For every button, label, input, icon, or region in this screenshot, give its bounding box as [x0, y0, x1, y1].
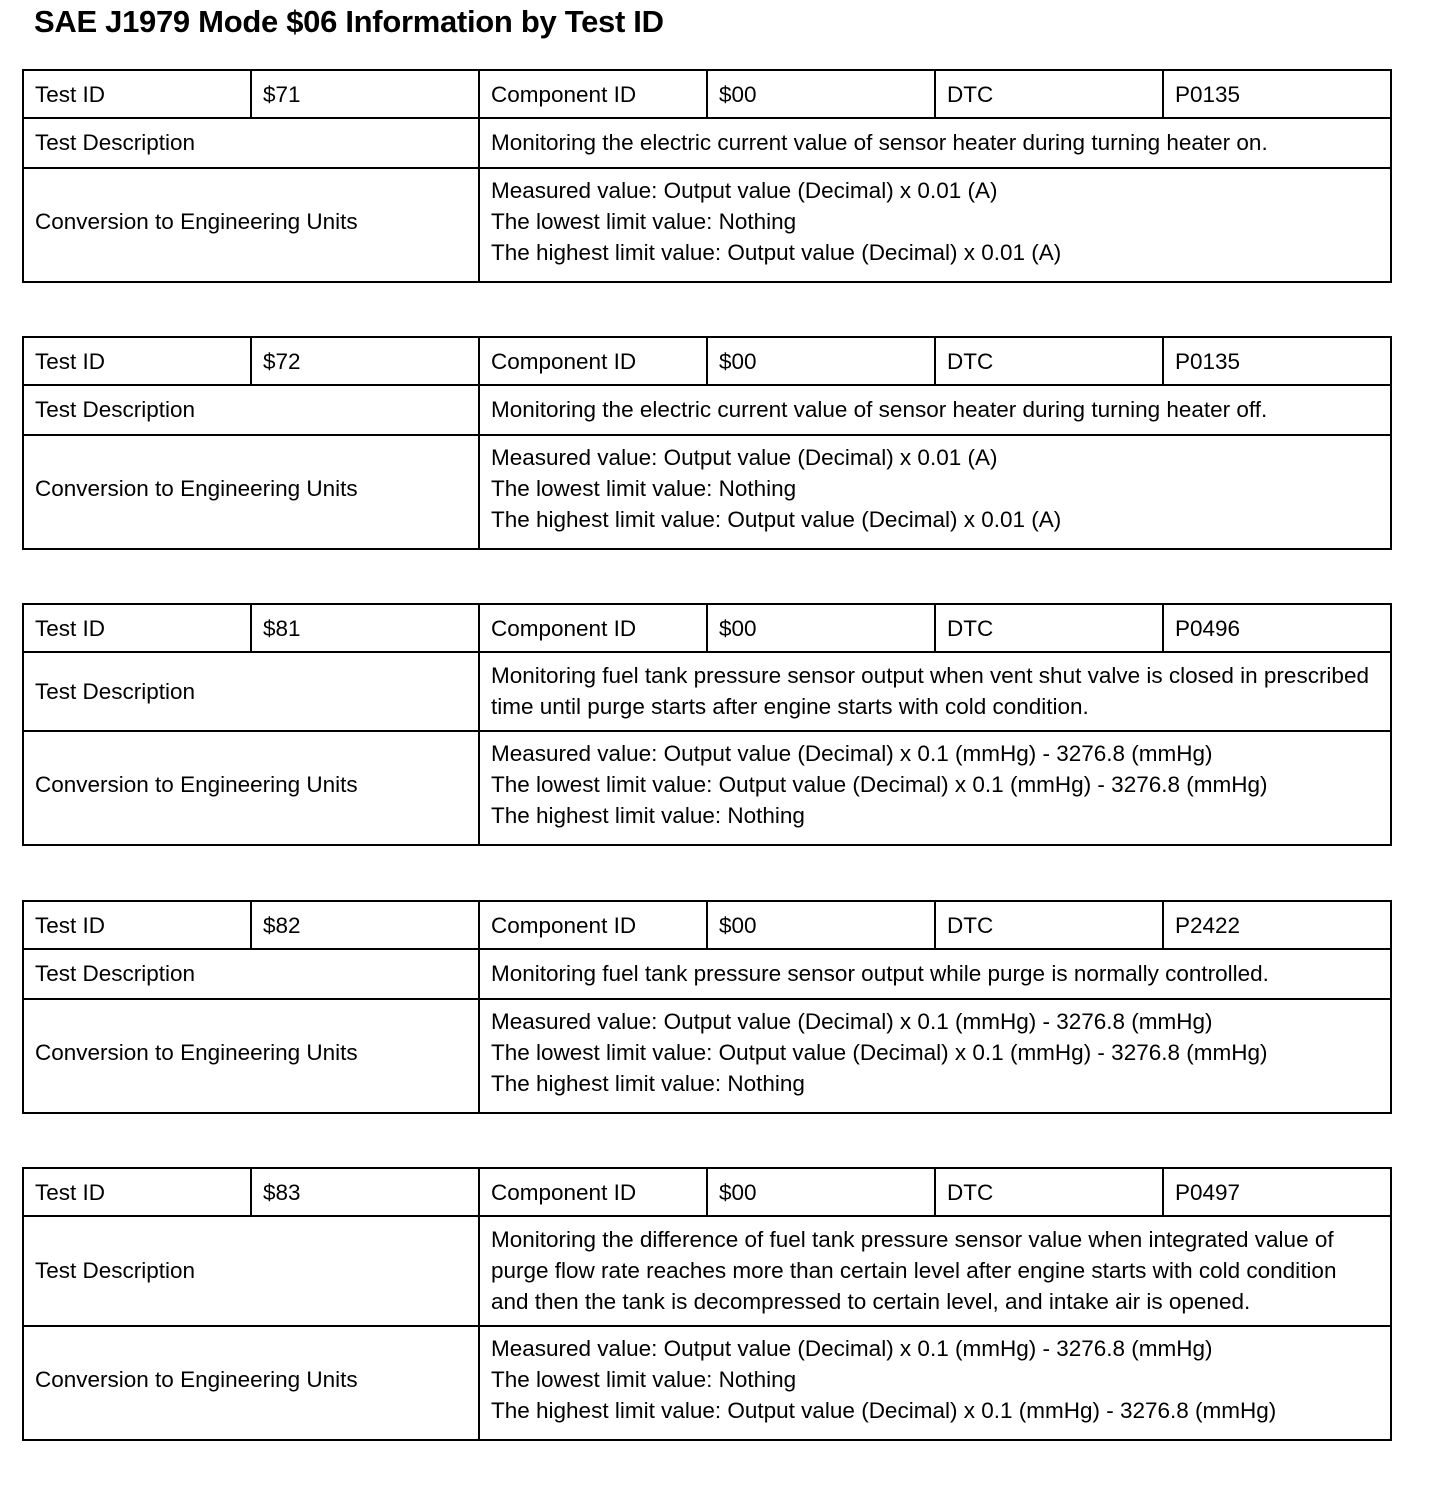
dtc-value: P2422 [1163, 901, 1391, 949]
page-title: SAE J1979 Mode $06 Information by Test ID [34, 4, 664, 39]
conversion-label: Conversion to Engineering Units [23, 168, 479, 282]
test-id-label: Test ID [23, 1168, 251, 1216]
component-id-label: Component ID [479, 901, 707, 949]
conversion-label: Conversion to Engineering Units [23, 999, 479, 1113]
test-id-label: Test ID [23, 604, 251, 652]
conversion-value [479, 435, 1391, 549]
test-id-label: Test ID [23, 901, 251, 949]
test-table-82 [22, 900, 1392, 1114]
dtc-value: P0497 [1163, 1168, 1391, 1216]
test-description-value: Monitoring fuel tank pressure sensor output while purge is normally controlled. [479, 949, 1391, 999]
test-description-value: Monitoring the electric current value of sensor heater during turning heater on. [479, 118, 1391, 168]
dtc-label: DTC [935, 1168, 1163, 1216]
test-id-value: $72 [251, 337, 479, 385]
test-id-value: $71 [251, 70, 479, 118]
test-description-row [23, 385, 1391, 435]
component-id-value: $00 [707, 337, 935, 385]
test-table-71 [22, 69, 1392, 283]
conversion-label: Conversion to Engineering Units [23, 731, 479, 845]
test-id-label: Test ID [23, 70, 251, 118]
test-description-label: Test Description [23, 949, 479, 999]
test-description-row [23, 652, 1391, 731]
test-description-value: Monitoring the difference of fuel tank pressure sensor value when integrated value of purge flow rate reaches more than certain level after engine starts with cold condition and then the tank is decompressed to certain level, and intake air is opened. [479, 1216, 1391, 1326]
test-description-row [23, 118, 1391, 168]
test-id-value: $83 [251, 1168, 479, 1216]
measured-value-line: Measured value: Output value (Decimal) x 0.1 (mmHg) - 3276.8 (mmHg) [491, 1336, 1213, 1361]
test-header-row [23, 337, 1391, 385]
lowest-limit-line: The lowest limit value: Nothing [491, 209, 797, 234]
conversion-label: Conversion to Engineering Units [23, 1326, 479, 1440]
measured-value-line: Measured value: Output value (Decimal) x 0.1 (mmHg) - 3276.8 (mmHg) [491, 741, 1213, 766]
component-id-value: $00 [707, 70, 935, 118]
conversion-value [479, 731, 1391, 845]
test-table-81 [22, 603, 1392, 846]
conversion-label: Conversion to Engineering Units [23, 435, 479, 549]
test-table-83 [22, 1167, 1392, 1441]
test-description-value: Monitoring the electric current value of sensor heater during turning heater off. [479, 385, 1391, 435]
dtc-label: DTC [935, 604, 1163, 652]
test-header-row [23, 1168, 1391, 1216]
test-description-label: Test Description [23, 652, 479, 731]
conversion-row [23, 168, 1391, 282]
dtc-label: DTC [935, 337, 1163, 385]
test-description-row [23, 1216, 1391, 1326]
dtc-value: P0496 [1163, 604, 1391, 652]
lowest-limit-line: The lowest limit value: Nothing [491, 476, 797, 501]
test-header-row [23, 70, 1391, 118]
conversion-value [479, 999, 1391, 1113]
highest-limit-line: The highest limit value: Output value (Decimal) x 0.01 (A) [491, 507, 1062, 532]
conversion-row [23, 1326, 1391, 1440]
dtc-label: DTC [935, 901, 1163, 949]
test-header-row [23, 604, 1391, 652]
dtc-value: P0135 [1163, 337, 1391, 385]
conversion-value [479, 1326, 1391, 1440]
lowest-limit-line: The lowest limit value: Output value (Decimal) x 0.1 (mmHg) - 3276.8 (mmHg) [491, 772, 1268, 797]
test-description-label: Test Description [23, 385, 479, 435]
component-id-label: Component ID [479, 337, 707, 385]
component-id-value: $00 [707, 901, 935, 949]
conversion-row [23, 731, 1391, 845]
measured-value-line: Measured value: Output value (Decimal) x 0.01 (A) [491, 445, 998, 470]
component-id-value: $00 [707, 1168, 935, 1216]
component-id-value: $00 [707, 604, 935, 652]
component-id-label: Component ID [479, 70, 707, 118]
measured-value-line: Measured value: Output value (Decimal) x 0.01 (A) [491, 178, 998, 203]
test-description-row [23, 949, 1391, 999]
conversion-row [23, 435, 1391, 549]
test-description-label: Test Description [23, 1216, 479, 1326]
test-header-row [23, 901, 1391, 949]
component-id-label: Component ID [479, 1168, 707, 1216]
conversion-value [479, 168, 1391, 282]
lowest-limit-line: The lowest limit value: Nothing [491, 1367, 797, 1392]
test-id-label: Test ID [23, 337, 251, 385]
test-id-value: $82 [251, 901, 479, 949]
lowest-limit-line: The lowest limit value: Output value (Decimal) x 0.1 (mmHg) - 3276.8 (mmHg) [491, 1040, 1268, 1065]
test-table-72 [22, 336, 1392, 550]
measured-value-line: Measured value: Output value (Decimal) x 0.1 (mmHg) - 3276.8 (mmHg) [491, 1009, 1213, 1034]
test-id-value: $81 [251, 604, 479, 652]
highest-limit-line: The highest limit value: Output value (Decimal) x 0.1 (mmHg) - 3276.8 (mmHg) [491, 1398, 1277, 1423]
test-description-value: Monitoring fuel tank pressure sensor output when vent shut valve is closed in prescribed time until purge starts after engine starts with cold condition. [479, 652, 1391, 731]
dtc-label: DTC [935, 70, 1163, 118]
highest-limit-line: The highest limit value: Output value (Decimal) x 0.01 (A) [491, 240, 1062, 265]
highest-limit-line: The highest limit value: Nothing [491, 1071, 805, 1096]
conversion-row [23, 999, 1391, 1113]
test-description-label: Test Description [23, 118, 479, 168]
dtc-value: P0135 [1163, 70, 1391, 118]
highest-limit-line: The highest limit value: Nothing [491, 803, 805, 828]
component-id-label: Component ID [479, 604, 707, 652]
